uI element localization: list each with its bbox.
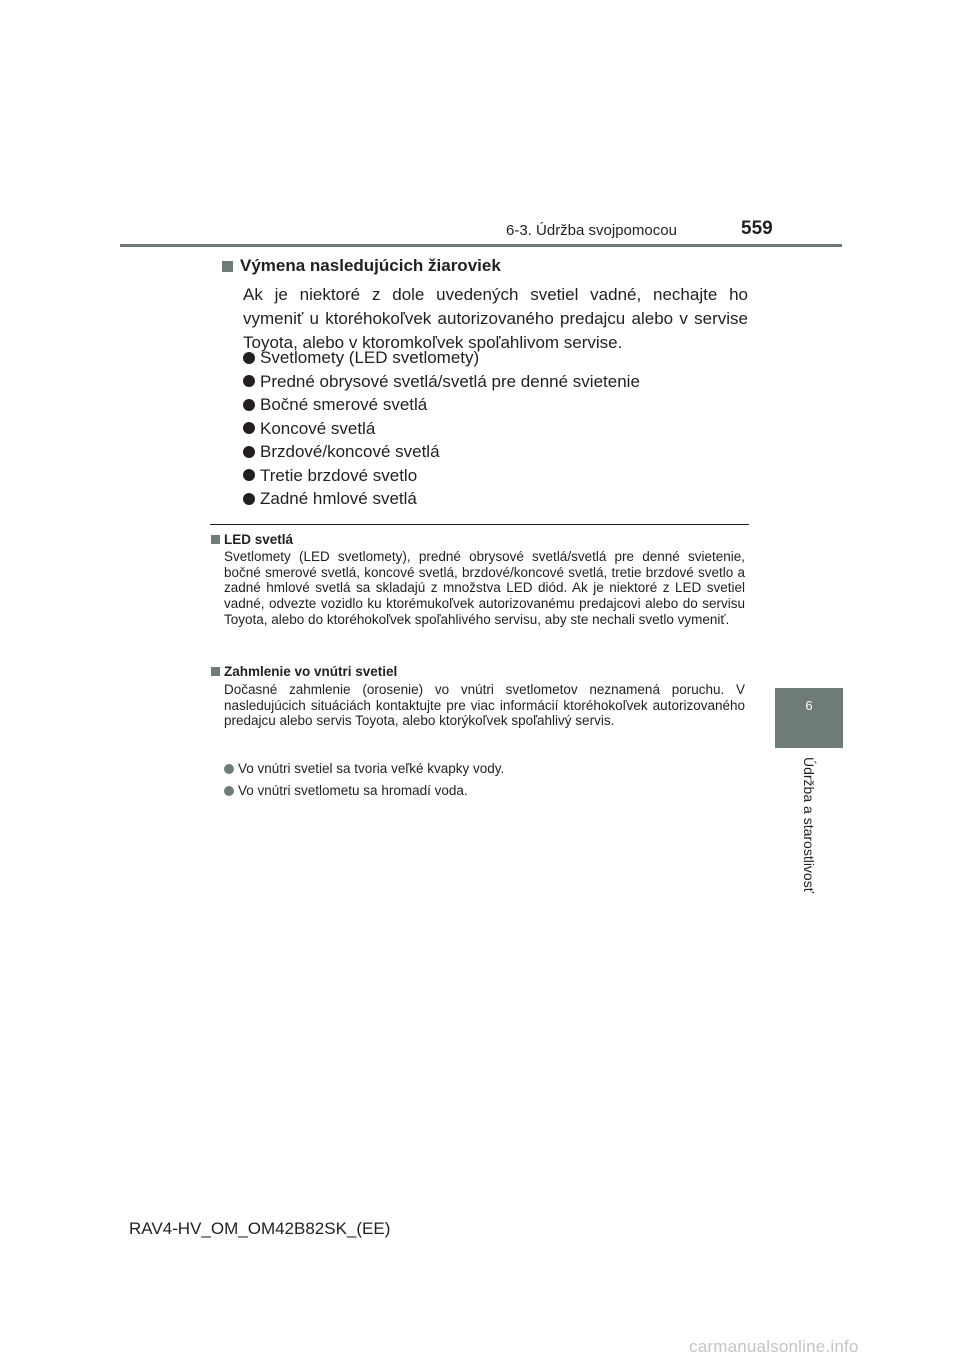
square-bullet-icon — [222, 261, 233, 272]
list-item — [243, 464, 763, 488]
list-item — [243, 346, 763, 370]
list-item-text: Brzdové/koncové svetlá — [260, 442, 440, 461]
bullet-dot-icon — [243, 352, 255, 364]
section-heading: 6-3. Údržba svojpomocou — [506, 222, 677, 239]
square-bullet-icon — [211, 667, 220, 676]
bullet-dot-icon — [243, 469, 255, 481]
list-item-text: Zadné hmlové svetlá — [260, 489, 417, 508]
list-item — [243, 487, 763, 511]
led-note-title — [211, 532, 293, 547]
list-item-text: Svetlomety (LED svetlomety) — [260, 348, 480, 367]
list-item-text: Koncové svetlá — [260, 418, 376, 438]
led-note-body: Svetlomety (LED svetlomety), predné obrysové svetlá/svetlá pre denné svietenie, bočné smerové svetlá, koncové svetlá, brzdové/koncové svetlá, tretie brzdové svetlo a zadné hmlové svetlá sa skladajú z množstva LED diód. Ak je niektoré z LED svetiel vadné, odvezte vozidlo ku ktorémukoľvek autorizovanému predajcovi alebo do servisu Toyota, alebo do ktoréhokoľvek spoľahlivého servisu, aby ste nechali svetlo vymeniť. — [224, 549, 745, 627]
bulb-list — [243, 346, 763, 511]
page-number: 559 — [741, 218, 773, 239]
main-section-body: Ak je niektoré z dole uvedených svetiel vadné, nechajte ho vymeniť u ktoréhokoľvek autorizovaného predajcu alebo v servise Toyota, alebo v ktoromkoľvek spoľahlivom servise. — [243, 285, 748, 352]
list-item — [243, 417, 763, 441]
bullet-dot-icon — [224, 764, 234, 774]
fog-note-title — [211, 664, 397, 679]
list-item-text: Vo vnútri svetlometu sa hromadí voda. — [238, 783, 468, 798]
bullet-dot-icon — [243, 422, 255, 434]
document-code: RAV4-HV_OM_OM42B82SK_(EE) — [129, 1219, 391, 1238]
main-section-title-text: Výmena nasledujúcich žiaroviek — [240, 256, 501, 275]
list-item — [243, 440, 763, 464]
fog-note-body: Dočasné zahmlenie (orosenie) vo vnútri svetlometov neznamená poruchu. V nasledujúcich situáciách kontaktujte pre viac informácií ktoréhokoľvek autorizovaného predajcu alebo servis Toyota, alebo ktorýkoľvek spoľahlivý servis. — [224, 682, 745, 729]
list-item-text: Vo vnútri svetiel sa tvoria veľké kvapky vody. — [238, 761, 505, 776]
main-section-title — [222, 256, 501, 276]
fog-note-list — [224, 758, 745, 802]
list-item-text: Bočné smerové svetlá — [260, 395, 428, 414]
bullet-dot-icon — [224, 786, 234, 796]
chapter-number: 6 — [805, 698, 813, 713]
square-bullet-icon — [211, 535, 220, 544]
bullet-dot-icon — [243, 446, 255, 458]
list-item-text: Predné obrysové svetlá/svetlá pre denné svietenie — [260, 371, 640, 391]
list-item — [243, 370, 763, 394]
chapter-label: Údržba a starostlivosť — [801, 757, 817, 893]
notes-divider — [210, 524, 749, 525]
list-item — [243, 393, 763, 417]
header-rule — [120, 244, 842, 247]
list-item — [224, 780, 745, 802]
chapter-tab — [775, 688, 843, 748]
list-item-text: Tretie brzdové svetlo — [260, 465, 418, 485]
bullet-dot-icon — [243, 375, 255, 387]
list-item — [224, 758, 745, 780]
bullet-dot-icon — [243, 493, 255, 505]
led-note-title-text: LED svetlá — [224, 532, 294, 547]
fog-note-title-text: Zahmlenie vo vnútri svetiel — [224, 664, 398, 679]
bullet-dot-icon — [243, 399, 255, 411]
watermark: carmanualsonline.info — [689, 1337, 859, 1356]
